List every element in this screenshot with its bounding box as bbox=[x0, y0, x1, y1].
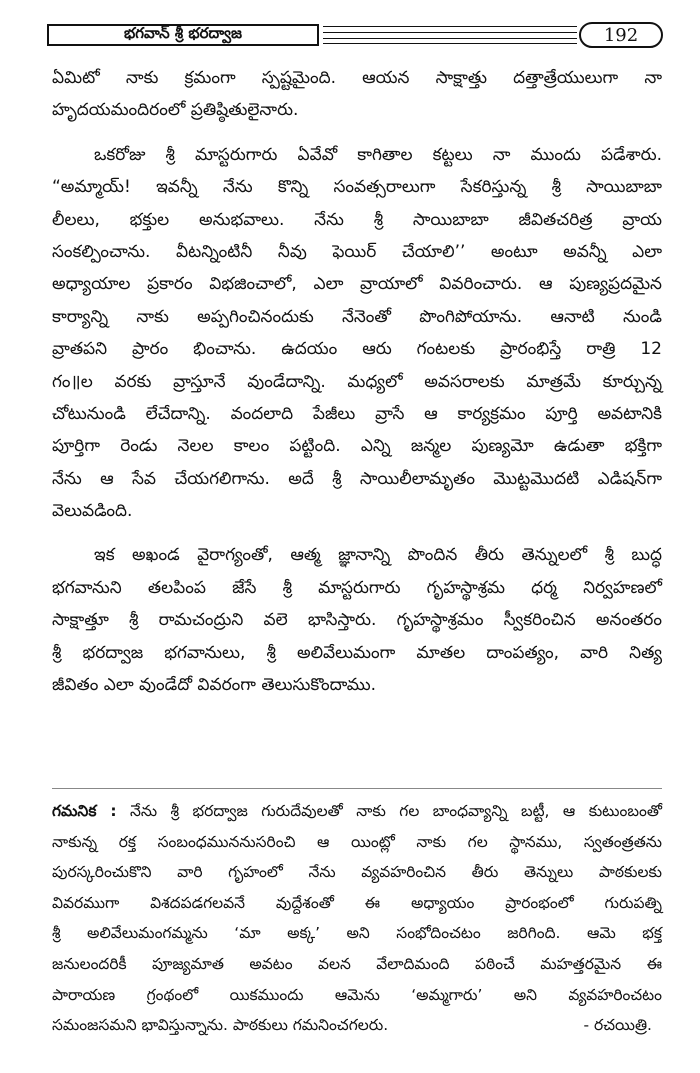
note-line: వివరముగా విశదపడగలవనే వుద్దేశంతో ఈ అధ్యాయం ప్రారంభంలో గురుపత్ని bbox=[52, 893, 662, 912]
note-line bbox=[52, 796, 662, 827]
text-line: “అమ్మాయ్! ఇవన్నీ నేను కొన్ని సంవత్సరాలుగా సేకరిస్తున్న శ్రీ సాయిబాబా bbox=[52, 177, 662, 198]
section-divider bbox=[52, 788, 662, 789]
paragraph-1 bbox=[52, 62, 662, 127]
text-line: నేను ఆ సేవ చేయగలిగాను. అదే శ్రీ సాయిలీలామృతం మొట్టమొదటి ఎడిషన్‌గా bbox=[52, 468, 662, 489]
note-line bbox=[52, 1010, 662, 1041]
text-line: పూర్తిగా రెండు నెలల కాలం పట్టింది. ఎన్ని జన్మల పుణ్యమో ఉడుతా భక్తిగా bbox=[52, 436, 662, 457]
text-line: ఒకరోజు శ్రీ మాస్టరుగారు ఏవేవో కాగితాల కట్టలు నా ముందు పడేశారు. bbox=[94, 144, 662, 165]
text-line: ఇక అఖండ వైరాగ్యంతో, ఆత్మ జ్ఞానాన్ని పొందిన తీరు తెన్నులలో శ్రీ బుద్ధ bbox=[94, 545, 662, 566]
text-line: కార్యాన్ని నాకు అప్పగించినందుకు నేనెంతో పొంగిపోయాను. ఆనాటి నుండి bbox=[52, 306, 662, 327]
text-line: వ్రాతపని ప్రారం భించాను. ఉదయం ఆరు గంటలకు ప్రారంభిస్తే రాత్రి 12 bbox=[52, 339, 662, 360]
note-line: శ్రీ అలివేలుమంగమ్మను ‘మా అక్క’ అని సంభోదించటం జరిగింది. ఆమె భక్త bbox=[52, 924, 662, 943]
text-line: ఏమిటో నాకు క్రమంగా స్పష్టమైంది. ఆయన సాక్షాత్తు దత్తాత్రేయులుగా నా bbox=[52, 68, 662, 88]
text-line: హృదయమందిరంలో ప్రతిష్ఠితులైనారు. bbox=[52, 100, 299, 121]
text-line: వెలువడింది. bbox=[52, 501, 133, 522]
text-line: చోటునుండి లేచేదాన్ని. వందలాది పేజీలు వ్రాసే ఆ కార్యక్రమం పూర్తి అవటానికి bbox=[52, 403, 662, 424]
text-line: సాక్షాత్తూ శ్రీ రామచంద్రుని వలె భాసిస్తారు. గృహస్థాశ్రమం స్వీకరించిన అనంతరం bbox=[52, 610, 662, 631]
text-line: శ్రీ భరద్వాజ భగవానులు, శ్రీ అలివేలుమంగా మాతల దాంపత్యం, వారి నిత్య bbox=[52, 642, 662, 663]
text-line: సంకల్పించాను. వీటన్నింటినీ నీవు ఫెయిర్ చేయాలి’’ అంటూ అవన్నీ ఎలా bbox=[52, 241, 662, 262]
page-header bbox=[47, 22, 665, 50]
text-line: అధ్యాయాల ప్రకారం విభజించాలో, ఎలా వ్రాయాలో వివరించారు. ఆ పుణ్యప్రదమైన bbox=[52, 274, 662, 295]
body-text bbox=[52, 62, 662, 701]
page-number: 192 bbox=[579, 22, 663, 48]
header-rule bbox=[323, 26, 577, 44]
text-line: జీవితం ఎలా వుండేదో వివరంగా తెలుసుకొందాము. bbox=[52, 675, 377, 696]
running-title: భగవాన్ శ్రీ భరద్వాజ bbox=[47, 24, 319, 46]
note-line: పురస్కరించుకొని వారి గృహంలో నేను వ్యవహరించిన తీరు తెన్నులు పాఠకులకు bbox=[52, 863, 662, 882]
signature: - రచయిత్రి. bbox=[583, 1016, 652, 1035]
note-last-line-text: సమంజసమని భావిస్తున్నాను. పాఠకులు గమనించగలరు. bbox=[52, 1016, 389, 1035]
note-line: జనులందరికీ పూజ్యమాత అవటం వలన వేలాదిమంది పఠించే మహత్తరమైన ఈ bbox=[52, 954, 662, 973]
text-line: గం॥ల వరకు వ్రాస్తూనే వుండేదాన్ని. మధ్యలో అవసరాలకు మాత్రమే కూర్చున్న bbox=[52, 371, 662, 392]
author-note bbox=[52, 796, 662, 1041]
text-line: లీలలు, భక్తుల అనుభవాలు. నేను శ్రీ సాయిబాబా జీవితచరిత్ర వ్రాయ bbox=[52, 209, 662, 230]
note-first-line-text: నేను శ్రీ భరద్వాజ గురుదేవులతో నాకు గల బాంధవ్యాన్ని బట్టీ, ఆ కుటుంబంతో bbox=[129, 802, 662, 820]
paragraph-3 bbox=[52, 539, 662, 701]
note-label: గమనిక : bbox=[52, 802, 117, 820]
text-line: భగవానుని తలపింప జేసే శ్రీ మాస్టరుగారు గృహస్థాశ్రమ ధర్మ నిర్వహణలో bbox=[52, 577, 662, 598]
paragraph-2 bbox=[52, 139, 662, 528]
note-line: నాకున్న రక్త సంబంధముననుసరించి ఆ యింట్లో నాకు గల స్థానము, స్వతంత్రతను bbox=[52, 832, 662, 851]
note-line: పారాయణ గ్రంథంలో యికముందు ఆమెను ‘అమ్మగారు’ అని వ్యవహరించటం bbox=[52, 985, 662, 1004]
